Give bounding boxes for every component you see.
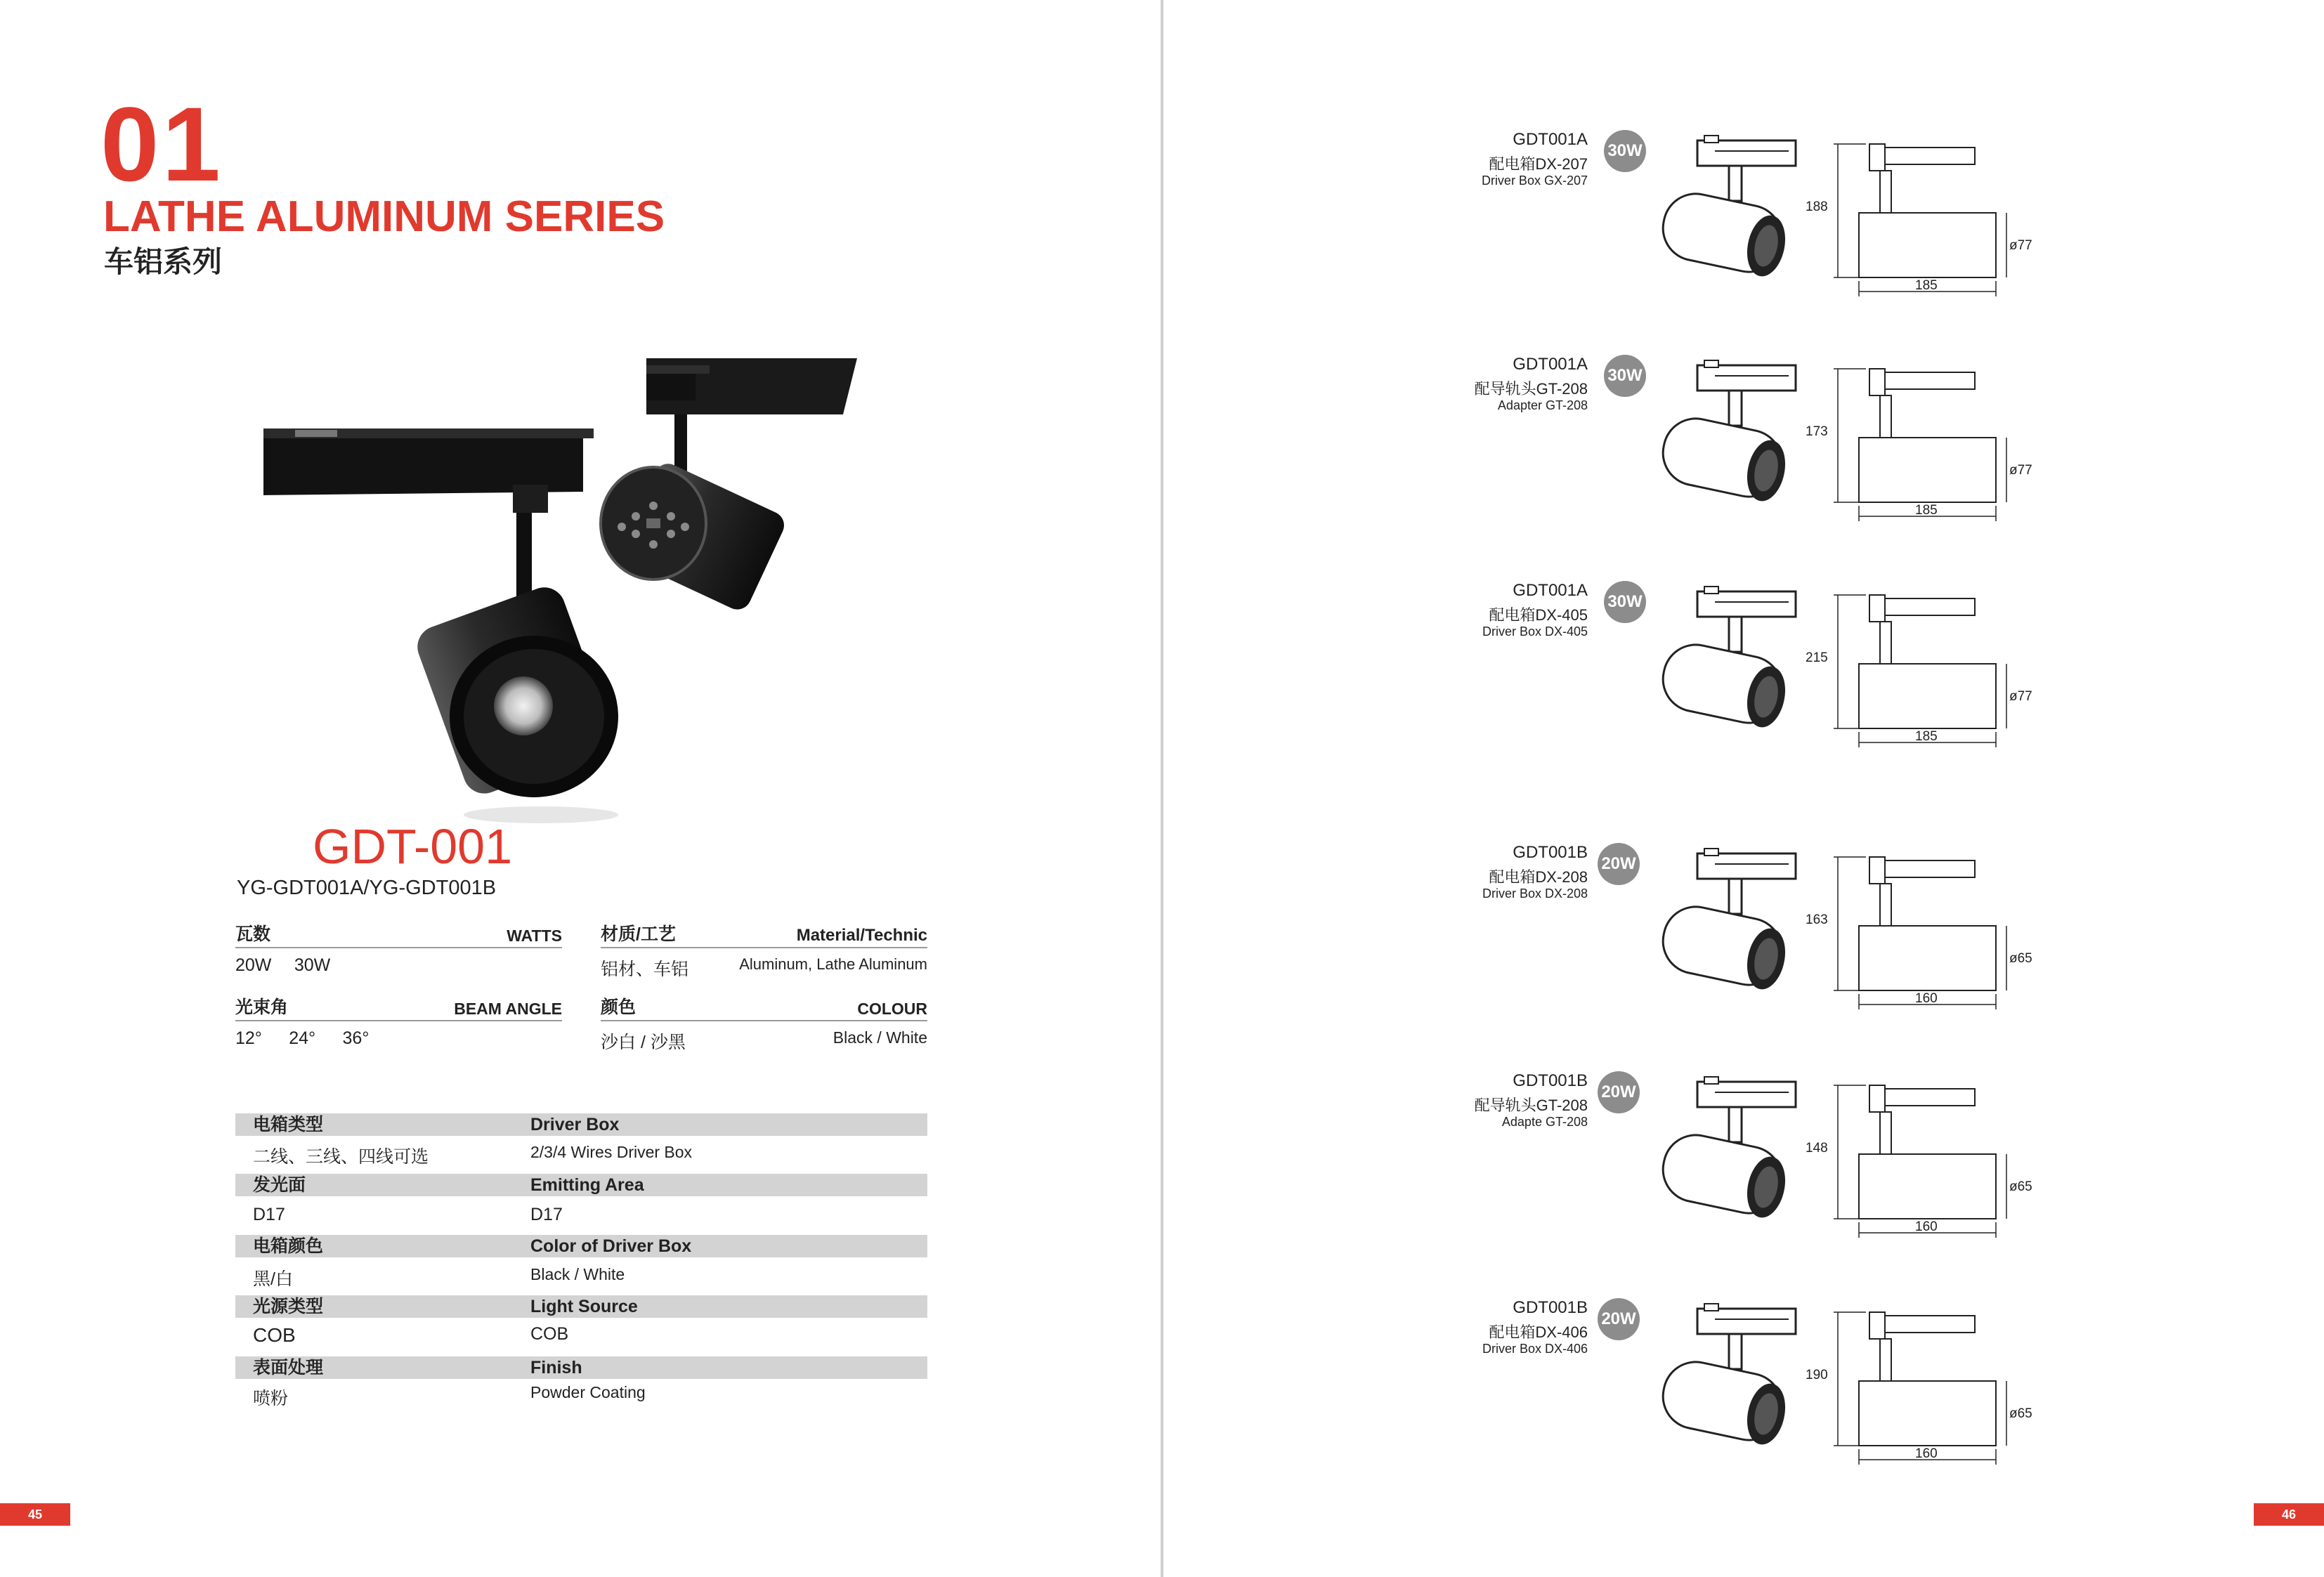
- wattage-badge: 30W: [1604, 581, 1646, 623]
- table-value-en: Powder Coating: [530, 1383, 646, 1401]
- product-photo: [253, 337, 927, 829]
- variant-cn: 配导轨头GT-208: [1474, 380, 1588, 398]
- spec-watts: [235, 922, 562, 976]
- lamp-drawing: [1648, 1298, 1810, 1460]
- wattage-badge: 20W: [1598, 1298, 1640, 1340]
- variant-en: Driver Box GX-207: [1481, 174, 1588, 188]
- table-head-cn: 光源类型: [253, 1297, 324, 1316]
- dimension-width: 185: [1915, 278, 1938, 293]
- wattage-badge: 30W: [1604, 130, 1646, 172]
- dimension-drawing: [1803, 140, 2032, 316]
- table-value-cn: 喷粉: [253, 1389, 289, 1408]
- series-title-cn: 车铝系列: [104, 245, 223, 278]
- model-variants: YG-GDT001A/YG-GDT001B: [237, 877, 497, 899]
- page-number-right: 46: [2254, 1503, 2324, 1526]
- table-head-en: Finish: [530, 1358, 582, 1378]
- variant-cn: 配导轨头GT-208: [1474, 1097, 1588, 1114]
- spec-colour: [601, 995, 927, 1054]
- watts-value-2: 30W: [294, 955, 331, 975]
- beam-value-2: 24°: [289, 1028, 316, 1048]
- variant-code: GDT001B: [1513, 1071, 1588, 1090]
- spec-beam-angle: [235, 995, 562, 1049]
- lamp-drawing: [1648, 843, 1810, 1005]
- table-value-en: 2/3/4 Wires Driver Box: [530, 1143, 693, 1161]
- beam-label-cn: 光束角: [235, 997, 289, 1017]
- dimension-drawing: [1803, 591, 2032, 767]
- beam-value-3: 36°: [342, 1028, 370, 1048]
- table-head-en: Light Source: [530, 1297, 638, 1316]
- table-value-en: D17: [530, 1205, 563, 1224]
- lamp-drawing: [1648, 1071, 1810, 1233]
- variant-en: Driver Box DX-208: [1482, 886, 1588, 901]
- series-title: LATHE ALUMINUM SERIES: [103, 192, 665, 241]
- dimension-width: 160: [1915, 991, 1938, 1006]
- variant-cn: 配电箱DX-406: [1489, 1323, 1588, 1341]
- colour-label-cn: 颜色: [601, 997, 637, 1017]
- watts-label-en: WATTS: [507, 927, 562, 945]
- dimension-drawing: [1803, 365, 2032, 541]
- spec-table: [235, 1113, 927, 1408]
- colour-value-cn: 沙白 / 沙黑: [601, 1033, 686, 1052]
- table-value-cn: COB: [253, 1324, 296, 1346]
- watts-label-cn: 瓦数: [235, 924, 271, 944]
- variant-code: GDT001A: [1513, 581, 1588, 600]
- lamp-drawing: [1648, 581, 1810, 742]
- dimension-height: 190: [1806, 1368, 1828, 1382]
- dimension-width: 160: [1915, 1219, 1938, 1234]
- variant-row: [1163, 1298, 2324, 1502]
- variant-row: [1163, 843, 2324, 1047]
- dimension-diameter: ø77: [2009, 463, 2032, 478]
- table-value-cn: 黑/白: [253, 1269, 293, 1289]
- table-head-cn: 电箱颜色: [253, 1236, 324, 1256]
- variant-row: [1163, 130, 2324, 334]
- variant-en: Adapter GT-208: [1497, 398, 1588, 412]
- dimension-width: 160: [1915, 1446, 1938, 1461]
- material-value-cn: 铝材、车铝: [601, 960, 689, 979]
- dimension-height: 163: [1806, 912, 1828, 927]
- material-value-en: Aluminum, Lathe Aluminum: [739, 955, 927, 973]
- material-label-en: Material/Technic: [796, 926, 927, 945]
- lamp-drawing: [1648, 355, 1810, 516]
- wattage-badge: 20W: [1598, 843, 1640, 885]
- dimension-height: 215: [1806, 650, 1828, 665]
- variant-row: [1163, 1071, 2324, 1275]
- variant-code: GDT001B: [1513, 1298, 1588, 1317]
- table-head-en: Driver Box: [530, 1115, 620, 1134]
- table-value-en: COB: [530, 1324, 569, 1344]
- dimension-diameter: ø77: [2009, 238, 2032, 253]
- variant-en: Driver Box DX-406: [1482, 1342, 1588, 1356]
- table-head-en: Emitting Area: [530, 1175, 644, 1195]
- dimension-diameter: ø77: [2009, 689, 2032, 704]
- dimension-diameter: ø65: [2009, 1179, 2032, 1194]
- page-number-left: 45: [0, 1503, 70, 1526]
- variant-row: [1163, 355, 2324, 558]
- table-head-cn: 发光面: [253, 1175, 306, 1195]
- dimension-drawing: [1803, 853, 2032, 1029]
- table-head-cn: 电箱类型: [253, 1115, 324, 1134]
- wattage-badge: 20W: [1598, 1071, 1640, 1113]
- table-head-en: Color of Driver Box: [530, 1236, 692, 1256]
- variant-en: Driver Box DX-405: [1482, 624, 1588, 639]
- dimension-height: 188: [1806, 199, 1828, 214]
- dimension-height: 173: [1806, 424, 1828, 439]
- dimension-drawing: [1803, 1082, 2032, 1257]
- colour-label-en: COLOUR: [857, 1000, 927, 1018]
- dimension-height: 148: [1806, 1141, 1828, 1156]
- variant-row: [1163, 581, 2324, 785]
- table-value-en: Black / White: [530, 1265, 625, 1283]
- material-label-cn: 材质/工艺: [601, 924, 676, 944]
- variant-code: GDT001A: [1513, 130, 1588, 149]
- model-name: GDT-001: [313, 819, 512, 874]
- variant-en: Adapte GT-208: [1501, 1115, 1588, 1129]
- beam-label-en: BEAM ANGLE: [454, 1000, 562, 1018]
- left-page: [0, 0, 1161, 1577]
- watts-value-1: 20W: [235, 955, 272, 975]
- table-head-cn: 表面处理: [253, 1358, 324, 1378]
- dimension-width: 185: [1915, 729, 1938, 744]
- dimension-width: 185: [1915, 503, 1938, 518]
- spec-material: [601, 919, 927, 981]
- variant-code: GDT001A: [1513, 355, 1588, 374]
- wattage-badge: 30W: [1604, 355, 1646, 397]
- variant-code: GDT001B: [1513, 843, 1588, 862]
- beam-value-1: 12°: [235, 1028, 262, 1048]
- dimension-diameter: ø65: [2009, 951, 2032, 966]
- variant-cn: 配电箱DX-405: [1489, 606, 1588, 624]
- table-value-cn: 二线、三线、四线可选: [253, 1147, 429, 1167]
- table-value-cn: D17: [253, 1205, 285, 1224]
- right-page: [1163, 0, 2324, 1577]
- dimension-diameter: ø65: [2009, 1406, 2032, 1421]
- variant-cn: 配电箱DX-208: [1489, 868, 1588, 886]
- colour-value-en: Black / White: [833, 1028, 927, 1047]
- variant-cn: 配电箱DX-207: [1489, 155, 1588, 173]
- series-number: 01: [100, 85, 223, 203]
- dimension-drawing: [1803, 1309, 2032, 1484]
- lamp-drawing: [1648, 130, 1810, 292]
